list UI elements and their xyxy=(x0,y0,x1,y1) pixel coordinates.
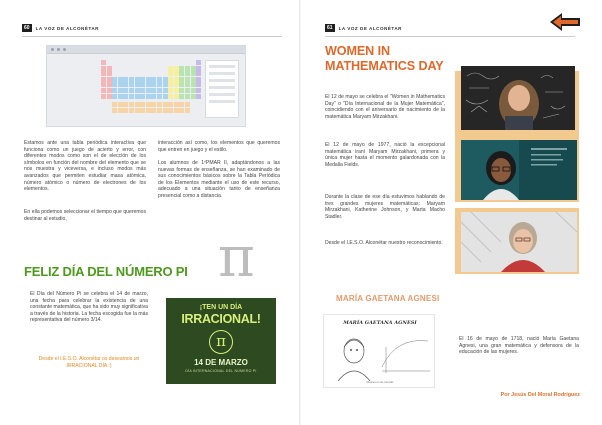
left-page-number: 60 xyxy=(24,25,30,31)
periodic-cell xyxy=(157,77,162,82)
periodic-cell xyxy=(101,82,106,87)
periodic-cell xyxy=(179,77,184,82)
periodic-cell xyxy=(179,108,184,113)
periodic-cell xyxy=(112,94,117,99)
periodic-cell xyxy=(107,82,112,87)
periodic-cell xyxy=(191,94,196,99)
periodic-cell xyxy=(118,82,123,87)
periodic-cell xyxy=(146,77,151,82)
back-arrow-icon[interactable] xyxy=(546,10,586,34)
periodic-cell xyxy=(135,94,140,99)
periodic-cell xyxy=(107,66,112,71)
periodic-cell xyxy=(123,82,128,87)
periodic-cell xyxy=(118,94,123,99)
periodic-cell xyxy=(151,77,156,82)
women-math-title xyxy=(325,44,444,74)
periodic-cell xyxy=(157,108,162,113)
agnesi-sketch xyxy=(323,314,435,388)
left-header xyxy=(22,22,272,34)
periodic-cell xyxy=(151,82,156,87)
periodic-cell xyxy=(174,66,179,71)
periodic-cell xyxy=(140,108,145,113)
periodic-cell xyxy=(146,108,151,113)
periodic-cell xyxy=(185,94,190,99)
title-line1: WOMEN IN xyxy=(325,44,390,58)
screenshot-side-panel xyxy=(205,60,239,118)
pi-icon: π xyxy=(209,330,233,354)
periodic-cell xyxy=(107,77,112,82)
agnesi-portrait xyxy=(324,327,435,381)
periodic-cell xyxy=(163,77,168,82)
periodic-cell xyxy=(179,82,184,87)
periodic-cell xyxy=(163,102,168,107)
macho-stadler-photo xyxy=(461,212,577,272)
periodic-cell xyxy=(168,77,173,82)
right-page-number: 61 xyxy=(327,25,333,31)
periodic-cell xyxy=(112,88,117,93)
periodic-cell xyxy=(168,66,173,71)
periodic-cell xyxy=(118,108,123,113)
periodic-cell xyxy=(101,88,106,93)
periodic-cell xyxy=(118,102,123,107)
periodic-cell xyxy=(151,108,156,113)
periodic-cell xyxy=(157,88,162,93)
article-author: Por Jesús Del Moral Rodríguez xyxy=(500,392,580,398)
periodic-cell xyxy=(191,71,196,76)
periodic-cell xyxy=(101,71,106,76)
periodic-cell xyxy=(112,82,117,87)
periodic-cell xyxy=(101,60,106,65)
periodic-cell xyxy=(157,82,162,87)
women-math-p4: Desde el I.E.S.O. Alconétar nuestro reconocimiento. xyxy=(325,240,443,246)
periodic-cell xyxy=(135,88,140,93)
periodic-cell xyxy=(163,88,168,93)
right-page xyxy=(301,0,602,425)
periodic-cell xyxy=(123,102,128,107)
periodic-cell xyxy=(174,94,179,99)
periodic-cell xyxy=(196,82,201,87)
periodic-cell xyxy=(163,108,168,113)
periodic-cell xyxy=(129,102,134,107)
periodic-cell xyxy=(101,94,106,99)
periodic-cell xyxy=(129,77,134,82)
periodic-cell xyxy=(168,102,173,107)
left-header-rule xyxy=(22,36,282,37)
periodic-cell xyxy=(168,108,173,113)
periodic-cell xyxy=(135,77,140,82)
periodic-cell xyxy=(179,66,184,71)
mirzakhani-photo xyxy=(461,66,575,130)
left-header-title: LA VOZ DE ALCONÉTAR xyxy=(35,25,99,31)
periodic-cell xyxy=(123,77,128,82)
periodic-cell xyxy=(174,88,179,93)
periodic-cell xyxy=(163,94,168,99)
left-page xyxy=(0,0,300,425)
pi-day-title: FELIZ DÍA DEL NÚMERO PI xyxy=(24,264,188,279)
periodic-cell xyxy=(118,77,123,82)
poster-subtitle: DÍA INTERNACIONAL DEL NÚMERO PI xyxy=(185,369,257,373)
periodic-cell xyxy=(168,94,173,99)
periodic-cell xyxy=(112,77,117,82)
periodic-cell xyxy=(185,66,190,71)
pi-decoration: π xyxy=(218,225,255,290)
periodic-cell xyxy=(112,108,117,113)
periodic-cell xyxy=(146,88,151,93)
periodic-cell xyxy=(140,88,145,93)
periodic-cell xyxy=(129,108,134,113)
periodic-cell xyxy=(185,88,190,93)
periodic-cell xyxy=(185,82,190,87)
periodic-cell xyxy=(179,88,184,93)
periodic-cell xyxy=(191,82,196,87)
periodic-cell xyxy=(107,71,112,76)
screenshot-toolbar xyxy=(47,46,245,54)
periodic-cell xyxy=(163,82,168,87)
periodic-cell xyxy=(196,71,201,76)
periodic-cell xyxy=(196,60,201,65)
periodic-cell xyxy=(196,94,201,99)
poster-line1: ¡TEN UN DÍA xyxy=(199,304,243,311)
periodic-cell xyxy=(185,102,190,107)
periodic-cell xyxy=(174,71,179,76)
periodic-cell xyxy=(179,94,184,99)
periodic-cell xyxy=(140,94,145,99)
periodic-text-col1b: En ella podemos seleccionar el tiempo que queremos destinar al estudio, xyxy=(24,209,146,222)
periodic-cell xyxy=(174,102,179,107)
periodic-cell xyxy=(101,77,106,82)
periodic-cell xyxy=(123,88,128,93)
periodic-cell xyxy=(123,108,128,113)
periodic-cell xyxy=(135,108,140,113)
periodic-cell xyxy=(118,88,123,93)
pi-day-text: El Día del Número Pi se celebra el 14 de marzo, una fecha para celebrar la existencia de una constante matemática, que ha sido muy significativa a través de la historia. La fecha escogida fue la más representativa del número 3/14. xyxy=(30,291,148,324)
periodic-cell xyxy=(101,66,106,71)
periodic-cell xyxy=(168,88,173,93)
agnesi-subtitle: MARÍA GAETANA AGNESI xyxy=(336,294,440,303)
pi-day-greeting: Desde el I.E.S.O. Alconétar os deseamos un IRRACIONAL DÍA :) xyxy=(38,356,140,369)
periodic-text-col2b: Los alumnos de 1ºPMAR II, adaptándonos a las nuevas formas de enseñanza, se han examinado de sus conocimientos básicos sobre la Tabla Periódica de los Elementos mediante el uso de este recurso, adecuado a una situación tanto de enseñanza presencial como a distancia. xyxy=(158,160,280,199)
agnesi-text: El 16 de mayo de 1718, nació María Gaetana Agnesi, una gran matemática y defensora de la educación de las mujeres. xyxy=(459,336,579,356)
periodic-cell xyxy=(191,88,196,93)
periodic-cell xyxy=(107,94,112,99)
periodic-cell xyxy=(135,82,140,87)
periodic-cell xyxy=(179,71,184,76)
right-header-title: LA VOZ DE ALCONÉTAR xyxy=(338,25,402,31)
sketch-caption: MARÍA GAETANA AGNESI xyxy=(343,320,417,326)
periodic-cell xyxy=(135,102,140,107)
periodic-cell xyxy=(196,88,201,93)
periodic-cell xyxy=(140,82,145,87)
periodic-cell xyxy=(168,71,173,76)
periodic-cell xyxy=(157,102,162,107)
periodic-cell xyxy=(196,66,201,71)
periodic-cell xyxy=(112,102,117,107)
periodic-cell xyxy=(168,82,173,87)
periodic-table-screenshot xyxy=(46,45,246,127)
periodic-cell xyxy=(174,77,179,82)
poster-date: 14 DE MARZO xyxy=(194,358,248,367)
periodic-cell xyxy=(151,94,156,99)
periodic-cell xyxy=(146,82,151,87)
periodic-cell xyxy=(185,71,190,76)
periodic-text-col1: Estamos ante una tabla periódica interactiva que funciona como un juego de acierto y error, con diferentes modos como son el de elección de los símbolos en función del nombre del elemento que se nos muestra y viceversa, e incluso modos más avanzados que permiten estudiar masa atómica, número atómico o número de electrones de los elementos. xyxy=(24,140,146,193)
title-line2: MATHEMATICS DAY xyxy=(325,59,444,73)
periodic-cell xyxy=(174,108,179,113)
periodic-cell xyxy=(146,94,151,99)
periodic-cell xyxy=(157,94,162,99)
periodic-cell xyxy=(140,77,145,82)
women-math-p1: El 12 de mayo se celebra el "Women in Mathematics Day" o "Día Internacional de la Mujer Matemática", coincidiendo con el aniversario de nacimiento de la matemática Maryam Mirzakhani. xyxy=(325,94,445,120)
periodic-cell xyxy=(123,94,128,99)
women-math-p2: El 12 de mayo de 1977, nació la excepcional matemática iraní Maryam Mirzakhani, primera y única mujer hasta el momento galardonada con la Medalla Fields. xyxy=(325,142,445,168)
periodic-cell xyxy=(129,94,134,99)
periodic-text-col2: interacción así como, los elementos que queremos que entren en juego y el estilo. xyxy=(158,140,280,153)
sketch-bottom-text: Mujeres en las ciencias xyxy=(366,381,394,384)
women-math-p3: Durante la clase de ese día estuvimos hablando de tres grandes mujeres matemáticas: Maryam Mirzakhani, Katherine Johnson, y Marta Macho Stadler. xyxy=(325,194,445,220)
periodic-cell xyxy=(151,88,156,93)
periodic-cell xyxy=(196,77,201,82)
periodic-cell xyxy=(129,88,134,93)
periodic-cell xyxy=(179,102,184,107)
periodic-cell xyxy=(140,102,145,107)
periodic-cell xyxy=(146,102,151,107)
periodic-cell xyxy=(185,108,190,113)
periodic-cell xyxy=(185,77,190,82)
right-header-rule xyxy=(325,36,575,37)
periodic-cell xyxy=(129,82,134,87)
poster-line2: IRRACIONAL! xyxy=(181,312,261,326)
right-header xyxy=(325,22,525,34)
periodic-cell xyxy=(151,102,156,107)
pi-day-poster xyxy=(166,298,276,384)
periodic-cell xyxy=(107,88,112,93)
periodic-cell xyxy=(174,82,179,87)
johnson-photo xyxy=(461,140,577,200)
periodic-cell xyxy=(191,66,196,71)
periodic-cell xyxy=(191,77,196,82)
